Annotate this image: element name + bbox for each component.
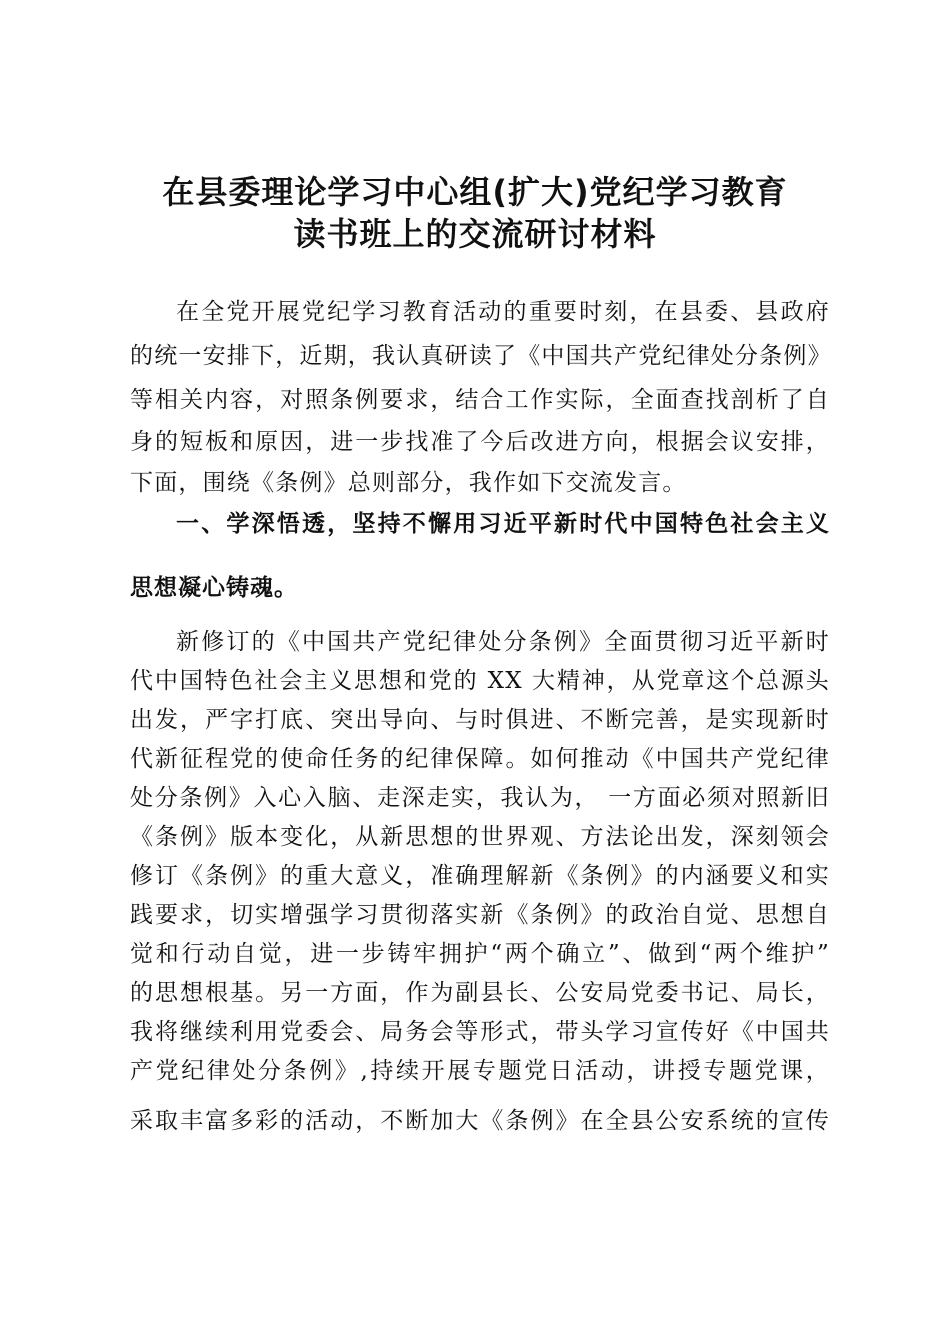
intro-line: 在全党开展党纪学习教育活动的重要时刻，在县委、县政府 bbox=[176, 299, 830, 325]
intro-line: 身的短板和原因，进一步找准了今后改进方向，根据会议安排， bbox=[130, 429, 830, 455]
body-line: 出发，严字打底、突出导向、与时俱进、不断完善，是实现新时 bbox=[130, 707, 830, 733]
intro-line: 的统一安排下，近期，我认真研读了《中国共产党纪律处分条例》 bbox=[130, 343, 832, 369]
body-line: 修订《条例》的重大意义，准确理解新《条例》的内涵要义和实 bbox=[130, 863, 830, 889]
body-line: 产党纪律处分条例》,持续开展专题党日活动，讲授专题党课， bbox=[130, 1058, 830, 1084]
section-heading: 思想凝心铸魂。 bbox=[130, 575, 298, 601]
body-line: 代中国特色社会主义思想和党的 XX 大精神，从党章这个总源头 bbox=[130, 668, 830, 694]
body-line: 我将继续利用党委会、局务会等形式，带头学习宣传好《中国共 bbox=[130, 1019, 830, 1045]
body-line: 的思想根基。另一方面，作为副县长、公安局党委书记、局长， bbox=[130, 980, 830, 1006]
intro-line: 等相关内容，对照条例要求，结合工作实际，全面查找剖析了自 bbox=[130, 387, 830, 413]
intro-line: 下面，围绕《条例》总则部分，我作如下交流发言。 bbox=[130, 470, 687, 496]
body-line: 新修订的《中国共产党纪律处分条例》全面贯彻习近平新时 bbox=[176, 629, 830, 655]
body-line: 代新征程党的使命任务的纪律保障。如何推动《中国共产党纪律 bbox=[130, 746, 830, 772]
body-line: 采取丰富多彩的活动，不断加大《条例》在全县公安系统的宣传 bbox=[130, 1108, 830, 1134]
body-line: 觉和行动自觉，进一步铸牢拥护“两个确立”、做到“两个维护” bbox=[130, 941, 830, 967]
body-line: 践要求，切实增强学习贯彻落实新《条例》的政治自觉、思想自 bbox=[130, 902, 830, 928]
body-line: 处分条例》入心入脑、走深走实，我认为， 一方面必须对照新旧 bbox=[130, 785, 830, 811]
document-title-line-1: 在县委理论学习中心组(扩大)党纪学习教育 bbox=[162, 173, 788, 211]
document-title-line-2: 读书班上的交流研讨材料 bbox=[293, 215, 657, 253]
body-line: 《条例》版本变化，从新思想的世界观、方法论出发，深刻领会 bbox=[130, 824, 830, 850]
section-heading: 一、学深悟透，坚持不懈用习近平新时代中国特色社会主义 bbox=[176, 511, 830, 537]
